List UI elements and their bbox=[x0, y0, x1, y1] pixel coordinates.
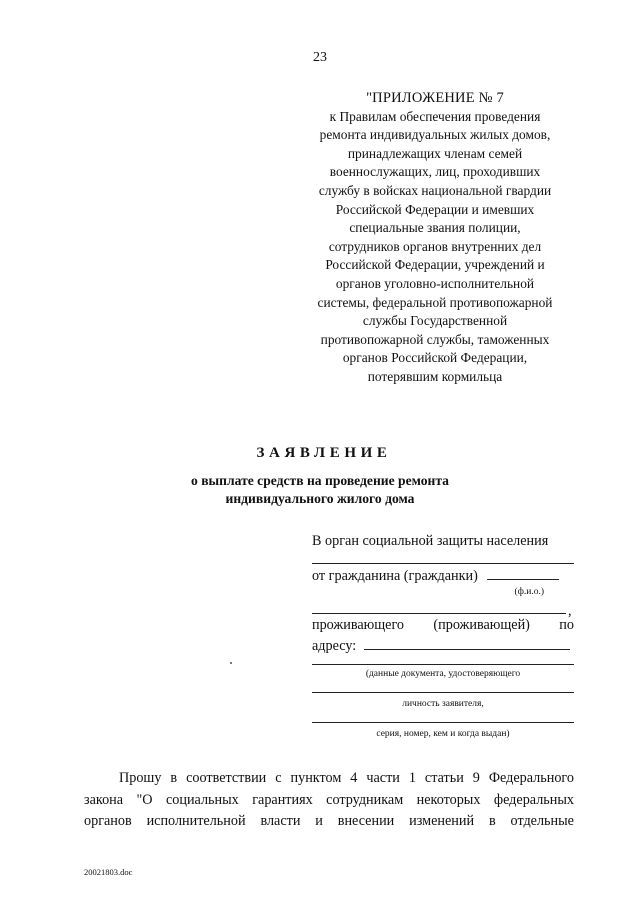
document-title: ЗАЯВЛЕНИЕ bbox=[256, 445, 392, 461]
annex-line: принадлежащих членам семей bbox=[347, 145, 523, 161]
word: внесении bbox=[337, 813, 395, 829]
doc-caption-3: серия, номер, кем и когда выдан) bbox=[376, 729, 510, 739]
annex-header bbox=[296, 89, 574, 387]
address-line-2[interactable] bbox=[312, 664, 574, 665]
word: исполнительной bbox=[146, 813, 246, 829]
word: 4 bbox=[350, 770, 358, 786]
residing-word: по bbox=[559, 617, 574, 633]
word: закона bbox=[84, 791, 124, 808]
word: органов bbox=[84, 813, 132, 829]
annex-line: к Правилам обеспечения проведения bbox=[329, 108, 541, 124]
annex-line: системы, федеральной противопожарной bbox=[317, 294, 553, 310]
annex-line: службу в войсках национальной гвардии bbox=[318, 182, 552, 198]
word: власти bbox=[260, 813, 301, 829]
citizen-name-field[interactable] bbox=[487, 567, 559, 580]
address-label: адресу: bbox=[312, 638, 357, 654]
citizen-label: от гражданина (гражданки) bbox=[312, 568, 478, 584]
word: 9 bbox=[472, 770, 480, 786]
authority-name-field[interactable] bbox=[312, 563, 574, 564]
page-number: 23 bbox=[313, 50, 327, 65]
word: сотрудникам bbox=[326, 791, 404, 808]
word: соответствии bbox=[186, 770, 267, 786]
residing-row bbox=[312, 617, 574, 634]
doc-caption-1: (данные документа, удостоверяющего bbox=[365, 669, 521, 679]
word: некоторых bbox=[416, 791, 481, 808]
word: гарантиях bbox=[252, 791, 313, 808]
annex-line: Российской Федерации, учреждений и bbox=[325, 257, 545, 273]
word: с bbox=[275, 770, 282, 786]
request-paragraph bbox=[84, 768, 574, 833]
annex-heading: "ПРИЛОЖЕНИЕ № 7 bbox=[366, 90, 504, 106]
body-line-3 bbox=[84, 811, 574, 833]
annex-line: военнослужащих, лиц, проходивших bbox=[329, 164, 541, 180]
word: 1 bbox=[408, 770, 416, 786]
subtitle-line: индивидуального жилого дома bbox=[225, 491, 415, 506]
subtitle-line: о выплате средств на проведение ремонта bbox=[191, 473, 449, 488]
word: "О bbox=[136, 791, 153, 808]
comma-mark: , bbox=[568, 603, 572, 619]
document-file-id: 20021803.doc bbox=[84, 867, 133, 877]
document-subtitle bbox=[150, 472, 490, 508]
word: в bbox=[488, 813, 496, 829]
body-line-2 bbox=[84, 790, 574, 812]
address-row bbox=[312, 637, 574, 655]
word: Федерального bbox=[488, 770, 574, 786]
scan-speck bbox=[230, 662, 232, 664]
word: в bbox=[170, 770, 178, 786]
word: и bbox=[315, 813, 323, 829]
fio-caption: (ф.и.о.) bbox=[514, 587, 544, 597]
annex-line: специальные звания полиции, bbox=[349, 220, 521, 236]
word: изменений bbox=[409, 813, 475, 829]
address-field[interactable] bbox=[364, 637, 570, 650]
word: социальных bbox=[165, 791, 239, 808]
residing-word: проживающего bbox=[312, 617, 405, 633]
word: Прошу bbox=[119, 770, 162, 786]
word: статьи bbox=[424, 770, 464, 786]
document-field-2[interactable] bbox=[312, 722, 574, 723]
body-line-1 bbox=[84, 768, 574, 790]
authority-label: В орган социальной защиты населения bbox=[312, 533, 549, 549]
annex-line: потерявшим кормильца bbox=[367, 368, 503, 384]
annex-line: органов уголовно-исполнительной bbox=[335, 275, 535, 291]
annex-line: противопожарной службы, таможенных bbox=[320, 331, 550, 347]
annex-line: сотрудников органов внутренних дел bbox=[328, 238, 542, 254]
word: федеральных bbox=[493, 791, 574, 808]
word: части bbox=[366, 770, 400, 786]
doc-caption-2: личность заявителя, bbox=[402, 699, 484, 709]
citizen-name-line-2[interactable] bbox=[312, 613, 566, 614]
annex-line: ремонта индивидуальных жилых домов, bbox=[319, 127, 551, 143]
citizen-row bbox=[312, 567, 574, 585]
word: пунктом bbox=[290, 770, 342, 786]
annex-line: органов Российской Федерации, bbox=[342, 350, 528, 366]
document-field-1[interactable] bbox=[312, 692, 574, 693]
annex-line: службы Государственной bbox=[362, 313, 508, 329]
word: отдельные bbox=[510, 813, 574, 829]
residing-word: (проживающей) bbox=[433, 617, 530, 633]
annex-line: Российской Федерации и имевших bbox=[335, 201, 535, 217]
